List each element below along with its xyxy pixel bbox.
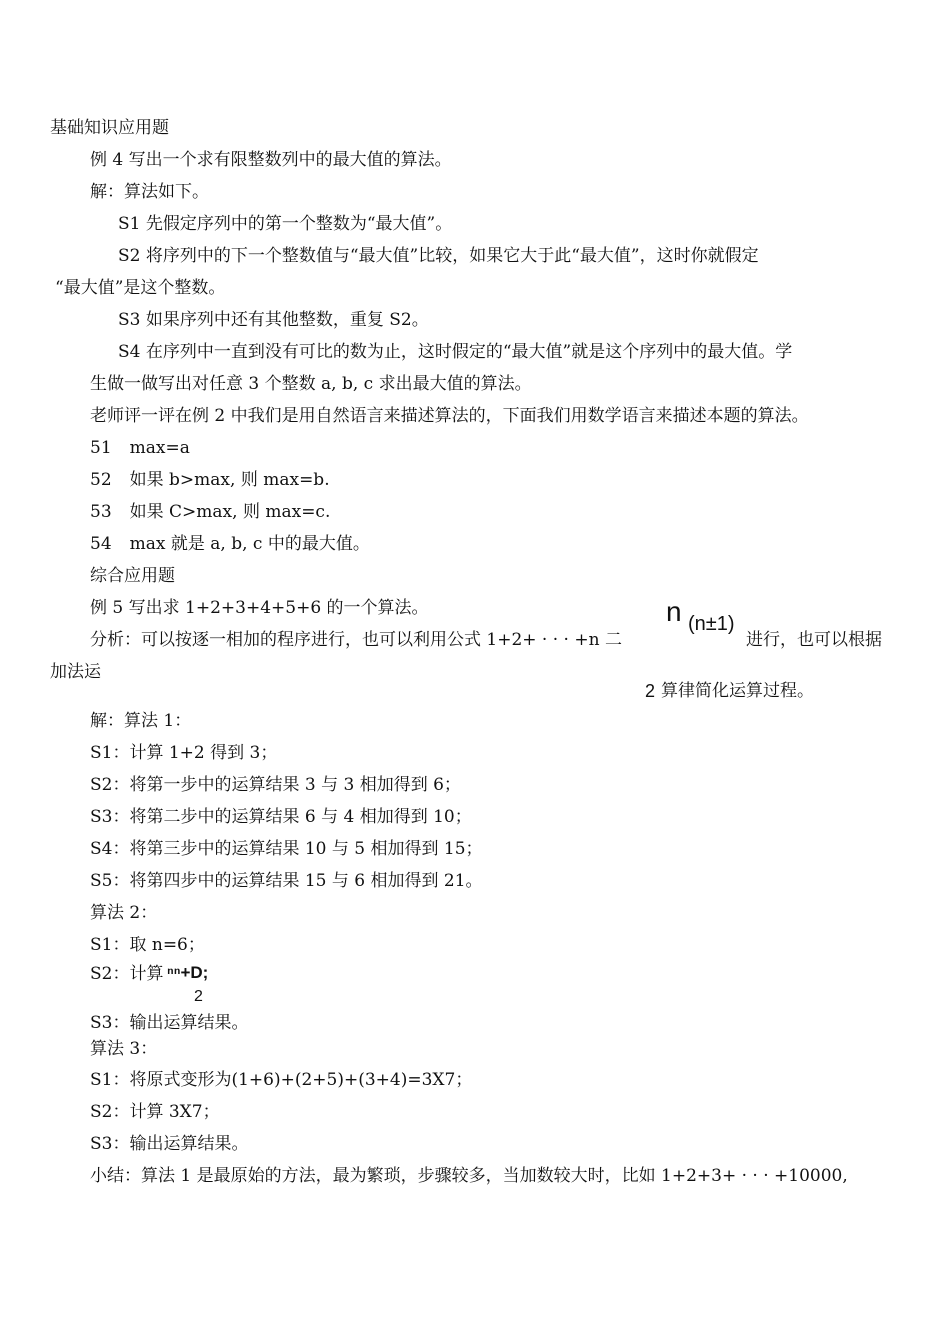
algorithm1-step: S3：将第二步中的运算结果 6 与 4 相加得到 10； bbox=[90, 807, 472, 827]
formula-denominator: 2 bbox=[645, 681, 656, 701]
math-step-number: 52 bbox=[90, 470, 112, 490]
algorithm3-title: 算法 3： bbox=[90, 1039, 158, 1059]
algorithm1-step: S4：将第三步中的运算结果 10 与 5 相加得到 15； bbox=[90, 839, 483, 859]
math-step-number: 54 bbox=[90, 534, 112, 554]
example5-analysis-line2: 加法运 bbox=[50, 662, 101, 682]
algorithm1-step: S5：将第四步中的运算结果 15 与 6 相加得到 21。 bbox=[90, 871, 483, 891]
example4-step-s2-line1: S2 将序列中的下一个整数值与“最大值”比较，如果它大于此“最大值”，这时你就假定 bbox=[118, 246, 759, 266]
math-step bbox=[90, 501, 330, 523]
math-step-number: 53 bbox=[90, 502, 112, 522]
math-step-text: 如果 b>max, 则 max=b. bbox=[129, 470, 330, 490]
summary: 小结：算法 1 是最原始的方法，最为繁琐，步骤较多，当加数较大时，比如 1+2+3+ · · · +10000, bbox=[90, 1166, 848, 1186]
algorithm2-step-s1: S1：取 n=6； bbox=[90, 935, 205, 955]
math-step bbox=[90, 437, 190, 459]
math-step-text: max=a bbox=[129, 438, 190, 458]
example5-analysis-line1: 分析：可以按逐一相加的程序进行，也可以利用公式 1+2+ · · · +n 二 bbox=[90, 630, 622, 650]
example4-step-s4-line2: 生做一做写出对任意 3 个整数 a, b, c 求出最大值的算法。 bbox=[90, 374, 532, 394]
math-step bbox=[90, 469, 330, 491]
algorithm2-title: 算法 2： bbox=[90, 903, 158, 923]
math-step bbox=[90, 533, 370, 555]
algorithm2-formula: ⁿⁿ+D; bbox=[167, 963, 209, 982]
example5-analysis-after: 进行，也可以根据 bbox=[746, 630, 882, 650]
teacher-comment: 老师评一评在例 2 中我们是用自然语言来描述算法的，下面我们用数学语言来描述本题的算法。 bbox=[90, 406, 809, 426]
example4-step-s4-line1: S4 在序列中一直到没有可比的数为止，这时假定的“最大值”就是这个序列中的最大值。学 bbox=[118, 342, 793, 362]
example4-step-s2-line2: “最大值”是这个整数。 bbox=[55, 278, 226, 298]
algorithm3-step: S2：计算 3X7； bbox=[90, 1102, 220, 1122]
comprehensive-title: 综合应用题 bbox=[90, 566, 175, 586]
math-step-text: max 就是 a, b, c 中的最大值。 bbox=[129, 534, 370, 554]
example4-step-s3: S3 如果序列中还有其他整数，重复 S2。 bbox=[118, 310, 429, 330]
algorithm3-step: S3：输出运算结果。 bbox=[90, 1134, 249, 1154]
example4-answer-intro: 解：算法如下。 bbox=[90, 182, 209, 202]
example5-question: 例 5 写出求 1+2+3+4+5+6 的一个算法。 bbox=[90, 598, 429, 618]
section-title: 基础知识应用题 bbox=[50, 118, 169, 138]
example4-step-s1: S1 先假定序列中的第一个整数为“最大值”。 bbox=[118, 214, 453, 234]
algorithm1-title: 解：算法 1： bbox=[90, 711, 192, 731]
algorithm2-formula-denominator: 2 bbox=[194, 988, 203, 1005]
example4-question: 例 4 写出一个求有限整数列中的最大值的算法。 bbox=[90, 150, 452, 170]
math-step-number: 51 bbox=[90, 438, 112, 458]
math-step-text: 如果 C>max, 则 max=c. bbox=[129, 502, 331, 522]
example5-analysis-line3: 算律简化运算过程。 bbox=[661, 681, 814, 701]
algorithm2-step-s3: S3：输出运算结果。 bbox=[90, 1013, 249, 1033]
algorithm1-step: S1：计算 1+2 得到 3； bbox=[90, 743, 278, 763]
algorithm2-step-s2: S2：计算 bbox=[90, 964, 164, 984]
formula-numerator-rest: (n±1) bbox=[688, 613, 735, 635]
algorithm3-step: S1：将原式变形为(1+6)+(2+5)+(3+4)=3X7； bbox=[90, 1070, 473, 1090]
algorithm1-step: S2：将第一步中的运算结果 3 与 3 相加得到 6； bbox=[90, 775, 461, 795]
formula-numerator-n: n bbox=[666, 596, 682, 627]
